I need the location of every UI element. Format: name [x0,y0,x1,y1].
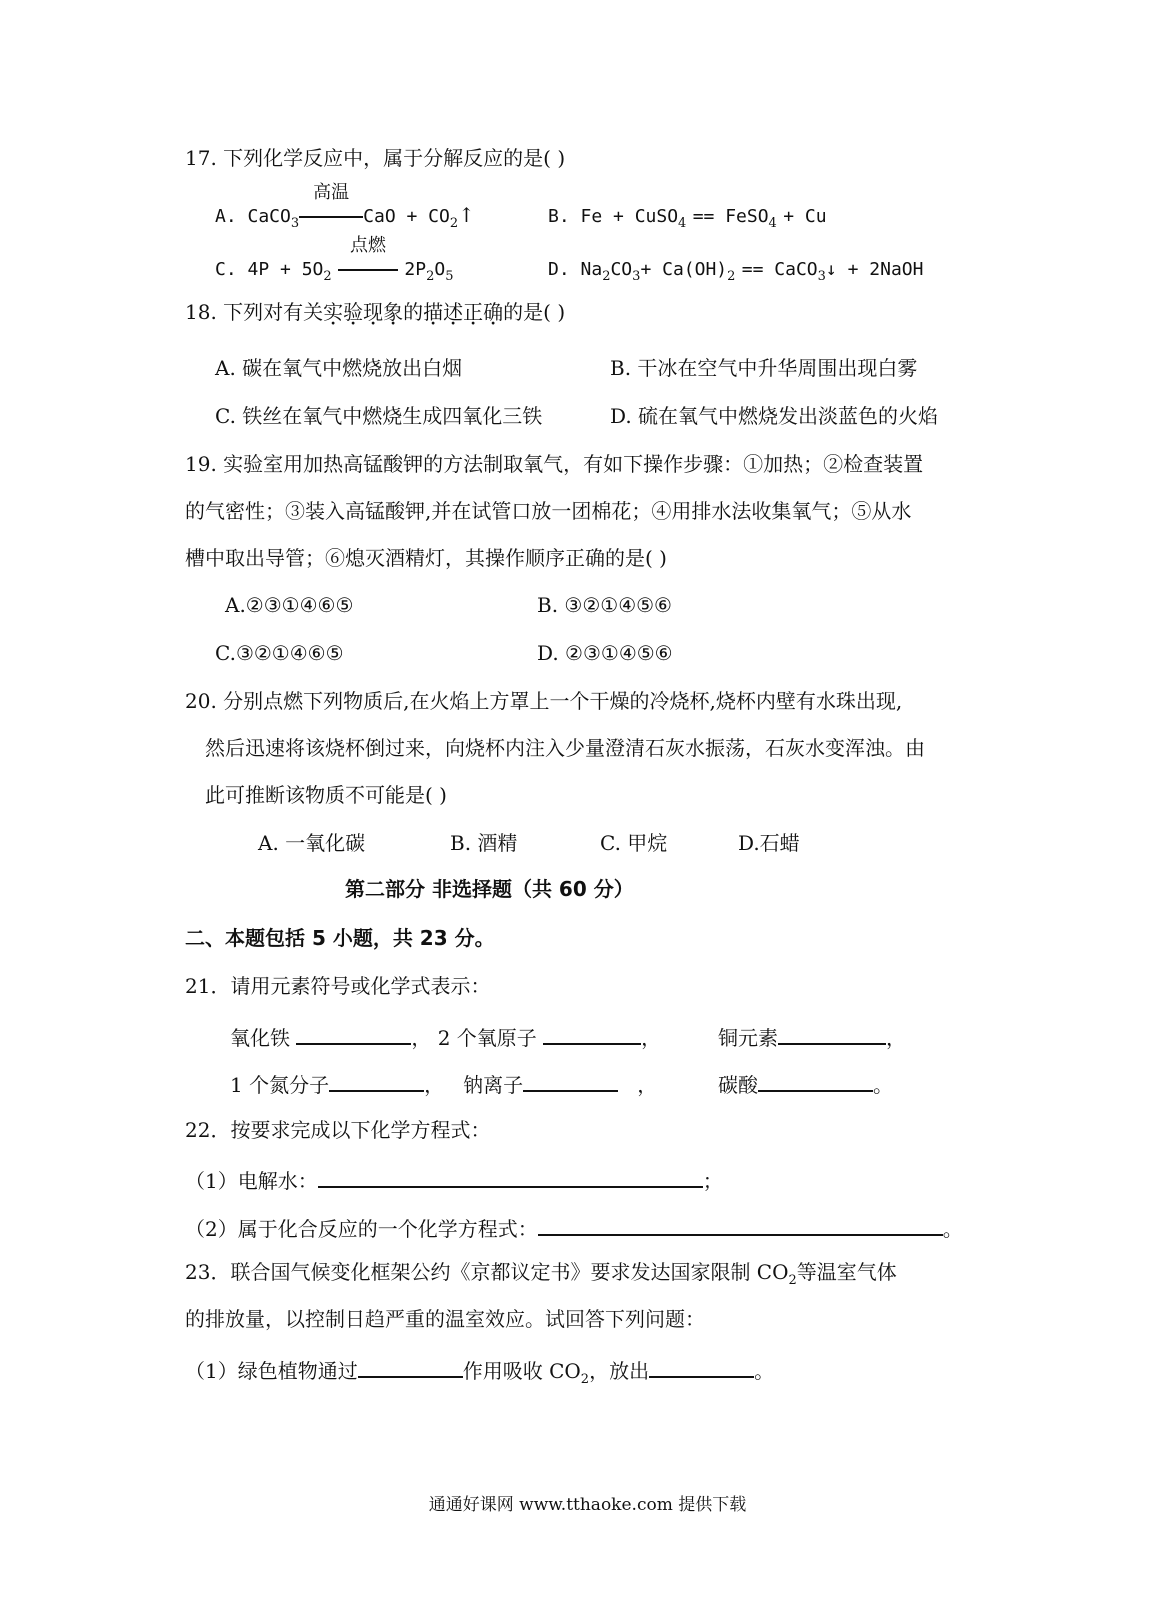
q18-option-d: D. 硫在氧气中燃烧发出淡蓝色的火焰 [610,404,939,428]
q19-option-b: B. ③②①④⑤⑥ [537,593,672,617]
q23-part1: （1）绿色植物通过 作用吸收 $CO_2$，放出 。 [185,1352,774,1395]
answer-blank[interactable] [358,1352,463,1378]
q18-option-c: C. 铁丝在氧气中燃烧生成四氧化三铁 [215,404,543,428]
q19-line1: 19. 实验室用加热高锰酸钾的方法制取氧气，有如下操作步骤：①加热；②检查装置 [185,452,924,476]
answer-blank[interactable] [296,1019,411,1045]
q22-part2: （2）属于化合反应的一个化学方程式： 。 [185,1210,963,1244]
q20-option-d: D.石蜡 [738,831,800,855]
q22-part1: （1）电解水： ； [185,1162,723,1196]
q18-stem: 18. 下列对有关实验现象的描述正确的是( ) [185,300,566,324]
q17-option-a: A. CaCO$_3$ 高温 CaO + $CO_2↑$ [215,182,475,231]
q17-option-d: D. $Na_2CO_3+ Ca(OH)_2$ == CaCO$_3$↓ + 2NaOH [548,259,924,284]
q20-option-a: A. 一氧化碳 [258,831,366,855]
answer-blank[interactable] [778,1019,886,1045]
q20-line3: 此可推断该物质不可能是( ) [205,783,447,807]
q17-option-c: C. $4P + 5O_2$ 点燃 $2P_2O_5$ [215,235,454,284]
footer-credit: 通通好课网 www.tthaoke.com 提供下载 [428,1495,747,1515]
part2-title: 第二部分 非选择题（共 60 分） [345,877,634,901]
q18-option-a: A. 碳在氧气中燃烧放出白烟 [215,356,463,380]
answer-blank[interactable] [538,1210,943,1236]
q19-line2: 的气密性；③装入高锰酸钾,并在试管口放一团棉花；④用排水法收集氧气；⑤从水 [185,499,912,523]
q21-row1: 氧化铁 ， 2 个氧原子 ， [230,1019,661,1053]
section2-heading: 二、本题包括 5 小题，共 23 分。 [185,926,495,950]
q22-stem: 22．按要求完成以下化学方程式： [185,1118,491,1142]
q18-option-b: B. 干冰在空气中升华周围出现白雾 [610,356,918,380]
q21-row2: 1 个氮分子 ， 钠离子 ， [230,1066,657,1100]
answer-blank[interactable] [318,1162,703,1188]
q21-row1-right: 铜元素 ， [718,1019,906,1053]
q20-line2: 然后迅速将该烧杯倒过来，向烧杯内注入少量澄清石灰水振荡，石灰水变浑浊。由 [205,736,925,760]
answer-blank[interactable] [543,1019,641,1045]
answer-blank[interactable] [758,1066,873,1092]
q21-row2-right: 碳酸 。 [718,1066,893,1100]
q21-stem: 21．请用元素符号或化学式表示： [185,974,491,998]
q20-option-c: C. 甲烷 [600,831,668,855]
q20-option-b: B. 酒精 [450,831,518,855]
q19-option-d: D. ②③①④⑤⑥ [537,641,673,665]
q17-option-b: B. Fe + CuSO$_4$ == FeSO$_4$ + Cu [548,206,827,231]
q19-option-a: A.②③①④⑥⑤ [225,593,354,617]
answer-blank[interactable] [329,1066,424,1092]
answer-blank[interactable] [523,1066,618,1092]
q19-option-c: C.③②①④⑥⑤ [215,641,344,665]
q17-stem: 17. 下列化学反应中，属于分解反应的是( ) [185,146,566,170]
answer-blank[interactable] [649,1352,754,1378]
q23-line1: 23．联合国气候变化框架公约《京都议定书》要求发达国家限制 $CO_2$等温室气体 [185,1260,897,1288]
q20-line1: 20. 分别点燃下列物质后,在火焰上方罩上一个干燥的冷烧杯,烧杯内壁有水珠出现, [185,689,903,713]
q23-line2: 的排放量，以控制日趋严重的温室效应。试回答下列问题： [185,1307,705,1331]
q19-line3: 槽中取出导管；⑥熄灭酒精灯，其操作顺序正确的是( ) [185,546,667,570]
